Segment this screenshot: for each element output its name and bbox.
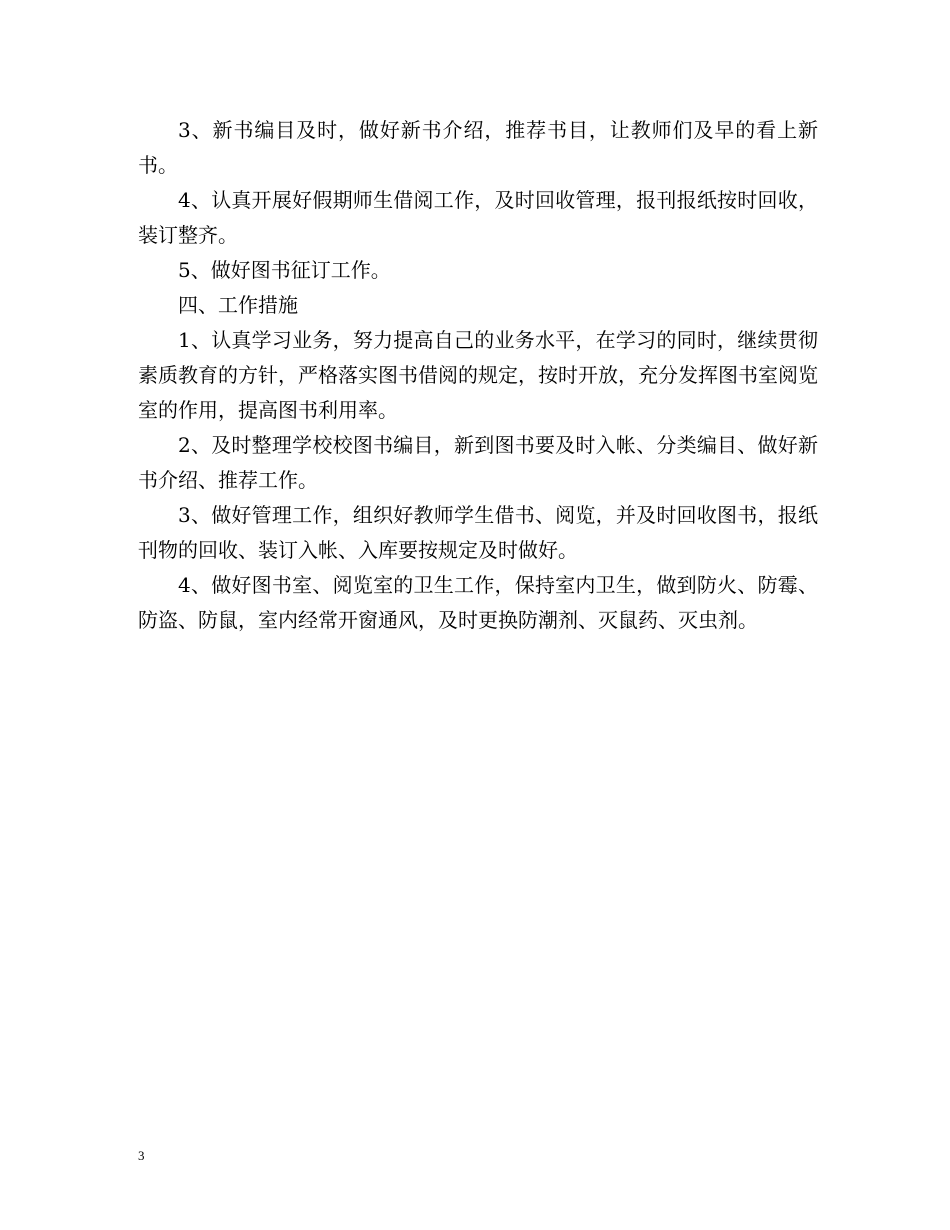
paragraph-measure-4: 4、做好图书室、阅览室的卫生工作，保持室内卫生，做到防火、防霉、防盗、防鼠，室内经常开窗通风，及时更换防潮剂、灭鼠药、灭虫剂。 [138,573,818,632]
paragraph-measure-3: 3、做好管理工作，组织好教师学生借书、阅览，并及时回收图书，报纸刊物的回收、装订入帐、入库要按规定及时做好。 [138,503,818,562]
paragraph-item-5-subscription: 5、做好图书征订工作。 [178,258,391,282]
section-heading-work-measures: 四、工作措施 [178,293,298,317]
paragraph-item-4-holiday-lending: 4、认真开展好假期师生借阅工作，及时回收管理，报刊报纸按时回收，装订整齐。 [138,188,818,247]
document-body [138,113,818,638]
page-number: 3 [138,1148,145,1163]
paragraph-measure-1: 1、认真学习业务，努力提高自己的业务水平，在学习的同时，继续贯彻素质教育的方针，严格落实图书借阅的规定，按时开放，充分发挥图书室阅览室的作用，提高图书利用率。 [138,328,818,422]
paragraph-measure-2: 2、及时整理学校校图书编目，新到图书要及时入帐、分类编目、做好新书介绍、推荐工作。 [138,433,818,492]
paragraph-item-3-cataloging: 3、新书编目及时，做好新书介绍，推荐书目，让教师们及早的看上新书。 [138,118,818,177]
